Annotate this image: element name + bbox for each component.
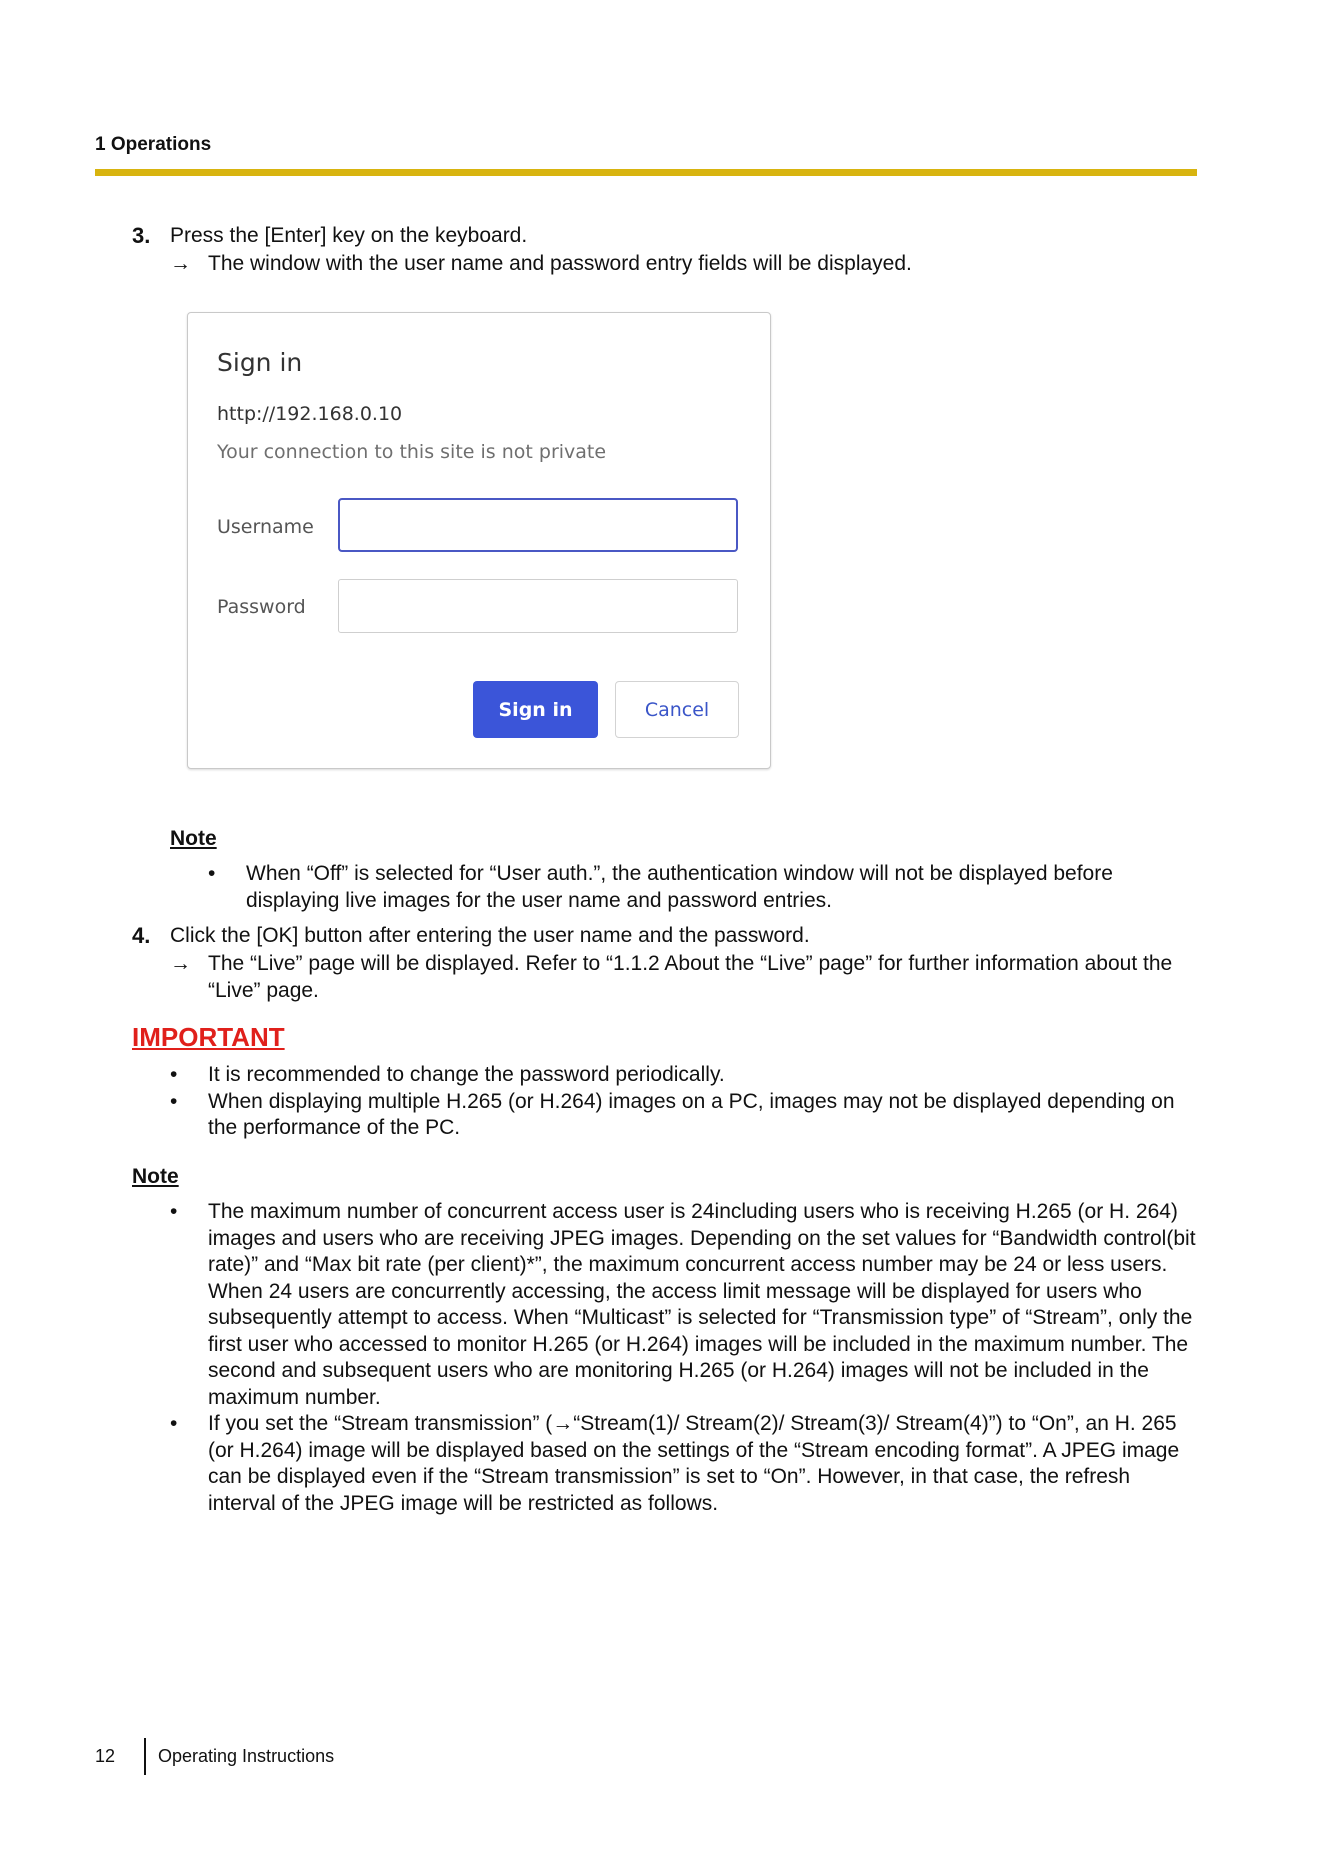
bullet-icon: •: [170, 1412, 178, 1435]
note-list: [170, 1199, 1202, 1517]
header-rule: [95, 169, 1197, 176]
step-result: [170, 250, 1200, 277]
bullet-icon: •: [170, 1089, 178, 1113]
step-result-text: The “Live” page will be displayed. Refer to “1.1.2 About the “Live” page” for further information about the “Live” page.: [208, 952, 1173, 1002]
arrow-icon: →: [170, 252, 191, 275]
step-result-text: The window with the user name and password entry fields will be displayed.: [208, 252, 912, 275]
page-number: 12: [95, 1746, 116, 1766]
step-number: 4.: [132, 923, 151, 948]
list-item-text: It is recommended to change the password periodically.: [208, 1063, 725, 1086]
bullet-icon: •: [208, 862, 216, 885]
note-title: Note: [170, 827, 217, 850]
signin-url: http://192.168.0.10: [217, 403, 403, 425]
step-text: Press the [Enter] key on the keyboard.: [170, 224, 528, 247]
signin-dialog: [187, 312, 771, 769]
password-label: Password: [217, 596, 306, 618]
list-item: [170, 1199, 1202, 1411]
connection-warning: Your connection to this site is not private: [217, 441, 607, 463]
list-item: [170, 1089, 1200, 1142]
important-heading: IMPORTANT: [132, 1022, 285, 1052]
note-title: Note: [132, 1165, 179, 1188]
list-item-text: The maximum number of concurrent access user is 24including users who is receiving H.265 (or H. 264) images and users who are receiving JPEG images. Depending on the set values for “Bandwidth control(bit rate)” and “Max bit rate (per client)*”, the maximum concurrent access number may be 24 or less users. When 24 users are concurrently accessing, the access limit message will be displayed for users who subsequently attempt to access. When “Multicast” is selected for “Transmission type” of “Stream”, only the first user who accessed to monitor H.265 (or H.264) images will be included in the maximum number. The second and subsequent users who are monitoring H.265 (or H.264) images will not be included in the maximum number.: [208, 1200, 1196, 1409]
note-list: [208, 861, 1188, 914]
list-item: [208, 861, 1188, 914]
step-text: Click the [OK] button after entering the user name and the password.: [170, 924, 810, 947]
footer-divider: [144, 1738, 146, 1775]
important-list: [170, 1062, 1200, 1142]
bullet-icon: •: [170, 1200, 178, 1223]
bullet-icon: •: [170, 1063, 178, 1086]
signin-button[interactable]: Sign in: [473, 681, 598, 738]
step-number: 3.: [132, 223, 151, 248]
list-item: [170, 1411, 1202, 1517]
username-label: Username: [217, 516, 314, 538]
chapter-header: 1 Operations: [95, 134, 212, 155]
cancel-button[interactable]: Cancel: [615, 681, 739, 738]
step-result: [170, 950, 1200, 1004]
username-input[interactable]: [338, 498, 738, 552]
arrow-icon: →: [170, 952, 191, 975]
list-item: [170, 1062, 1200, 1089]
signin-title: Sign in: [217, 348, 303, 377]
password-input[interactable]: [338, 579, 738, 633]
document-title: Operating Instructions: [158, 1746, 335, 1766]
list-item-text: If you set the “Stream transmission” (→“Stream(1)/ Stream(2)/ Stream(3)/ Stream(4)”) to “On”, an H. 265 (or H.264) image will be displayed based on the settings of the “Stream encoding format”. A JPEG image can be displayed even if the “Stream transmission” is set to “On”. However, in that case, the refresh interval of the JPEG image will be restricted as follows.: [208, 1412, 1180, 1515]
list-item-text: When displaying multiple H.265 (or H.264) images on a PC, images may not be displayed depending on the performance of the PC.: [208, 1089, 1175, 1139]
list-item-text: When “Off” is selected for “User auth.”, the authentication window will not be displayed before displaying live images for the user name and password entries.: [246, 862, 1113, 912]
